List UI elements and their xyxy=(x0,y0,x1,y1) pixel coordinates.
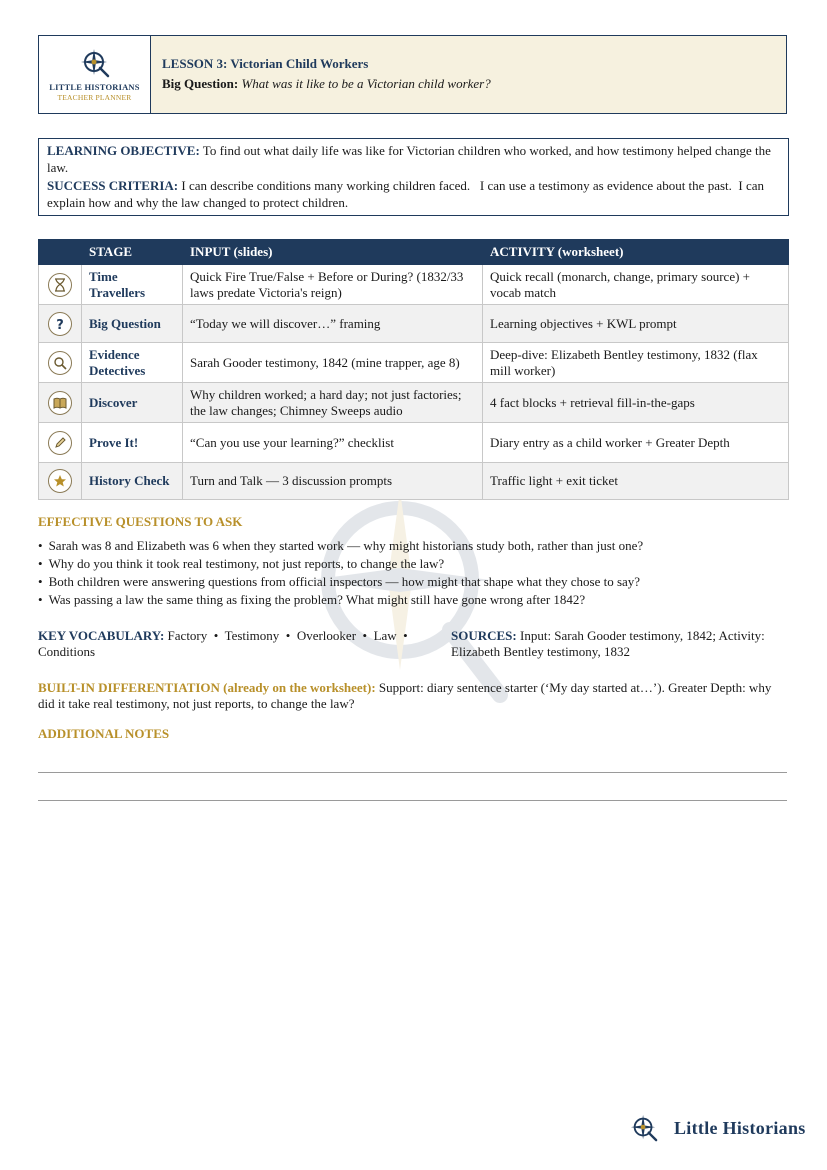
lesson-title: LESSON 3: Victorian Child Workers xyxy=(162,56,369,71)
logo xyxy=(39,36,151,113)
table-row xyxy=(39,265,789,305)
column-header-activity: ACTIVITY (worksheet) xyxy=(483,240,789,265)
learning-objective-text: To find out what daily life was like for Victorian children who worked, and how testimony helped change the law. xyxy=(47,143,771,175)
stage-activity: 4 fact blocks + retrieval fill-in-the-gaps xyxy=(483,383,789,423)
compass-logo-icon xyxy=(80,48,110,78)
stage-input: Why children worked; a hard day; not just factories; the law changes; Chimney Sweeps audio xyxy=(183,383,483,423)
footer-brand: Little Historians xyxy=(674,1117,806,1138)
stage-input: Turn and Talk — 3 discussion prompts xyxy=(183,463,483,500)
stage-name: Big Question xyxy=(82,305,183,343)
list-item: • Both children were answering questions from official inspectors — how might that shape what they chose to say? xyxy=(38,573,643,591)
stage-activity: Diary entry as a child worker + Greater Depth xyxy=(483,423,789,463)
learning-objective-label: LEARNING OBJECTIVE: xyxy=(47,143,200,158)
stage-input: Quick Fire True/False + Before or During? (1832/33 laws predate Victoria's reign) xyxy=(183,265,483,305)
note-line xyxy=(38,772,787,773)
stage-activity: Deep-dive: Elizabeth Bentley testimony, 1832 (flax mill worker) xyxy=(483,343,789,383)
svg-text:?: ? xyxy=(56,317,64,331)
book-icon xyxy=(48,391,72,415)
stages-table xyxy=(38,239,789,500)
stage-name: Time Travellers xyxy=(82,265,183,305)
differentiation xyxy=(38,680,783,712)
list-item: • Sarah was 8 and Elizabeth was 6 when they started work — why might historians study both, rather than just one? xyxy=(38,537,643,555)
note-line xyxy=(38,800,787,801)
stage-name: History Check xyxy=(82,463,183,500)
footer xyxy=(630,1114,806,1142)
stage-input: “Today we will discover…” framing xyxy=(183,305,483,343)
sources-label: SOURCES: xyxy=(451,628,517,643)
differentiation-label: BUILT-IN DIFFERENTIATION (already on the worksheet): xyxy=(38,680,376,695)
success-criteria xyxy=(47,178,780,211)
magnifier-icon xyxy=(48,351,72,375)
list-item: • Why do you think it took real testimony, not just reports, to change the law? xyxy=(38,555,643,573)
stage-activity: Quick recall (monarch, change, primary source) + vocab match xyxy=(483,265,789,305)
stage-name: Evidence Detectives xyxy=(82,343,183,383)
big-question xyxy=(162,76,786,92)
stage-activity: Traffic light + exit ticket xyxy=(483,463,789,500)
stage-activity: Learning objectives + KWL prompt xyxy=(483,305,789,343)
table-header-row xyxy=(39,240,789,265)
table-row xyxy=(39,423,789,463)
vocabulary-label: KEY VOCABULARY: xyxy=(38,628,165,643)
sources xyxy=(451,628,781,660)
objective-box xyxy=(38,138,789,216)
table-row xyxy=(39,463,789,500)
stage-name: Discover xyxy=(82,383,183,423)
differentiation-text: Support: diary sentence starter (‘My day started at…’). Greater Depth: why did it take real testimony, not just reports, to change the law? xyxy=(38,680,772,711)
success-criteria-label: SUCCESS CRITERIA: xyxy=(47,178,179,193)
big-question-text: What was it like to be a Victorian child worker? xyxy=(241,76,491,91)
compass-logo-icon xyxy=(630,1114,658,1142)
stage-input: “Can you use your learning?” checklist xyxy=(183,423,483,463)
table-row xyxy=(39,343,789,383)
title-cell xyxy=(151,36,786,113)
big-question-label: Big Question: xyxy=(162,76,239,91)
success-criteria-text: I can describe conditions many working children faced. I can use a testimony as evidence about the past. I can explain how and why the law changed to protect children. xyxy=(47,178,768,210)
star-icon xyxy=(48,469,72,493)
hourglass-icon xyxy=(48,273,72,297)
learning-objective xyxy=(47,143,780,176)
questions-heading: EFFECTIVE QUESTIONS TO ASK xyxy=(38,514,243,529)
table-row xyxy=(39,383,789,423)
question-mark-icon xyxy=(48,312,72,336)
column-header-input: INPUT (slides) xyxy=(183,240,483,265)
column-header-stage: STAGE xyxy=(82,240,183,265)
logo-subtitle: TEACHER PLANNER xyxy=(57,92,132,102)
sources-text: Input: Sarah Gooder testimony, 1842; Activity: Elizabeth Bentley testimony, 1832 xyxy=(451,628,765,659)
table-row xyxy=(39,305,789,343)
key-vocabulary xyxy=(38,628,443,660)
stage-name: Prove It! xyxy=(82,423,183,463)
questions-list xyxy=(38,537,643,609)
logo-name: LITTLE HISTORIANS xyxy=(49,81,140,92)
lesson-header xyxy=(38,35,787,114)
vocabulary-text: Factory • Testimony • Overlooker • Law • Conditions xyxy=(38,628,415,659)
column-header-icon xyxy=(39,240,82,265)
notes-heading: ADDITIONAL NOTES xyxy=(38,726,170,741)
stage-input: Sarah Gooder testimony, 1842 (mine trapper, age 8) xyxy=(183,343,483,383)
pencil-icon xyxy=(48,431,72,455)
list-item: • Was passing a law the same thing as fixing the problem? What might still have gone wrong after 1842? xyxy=(38,591,643,609)
